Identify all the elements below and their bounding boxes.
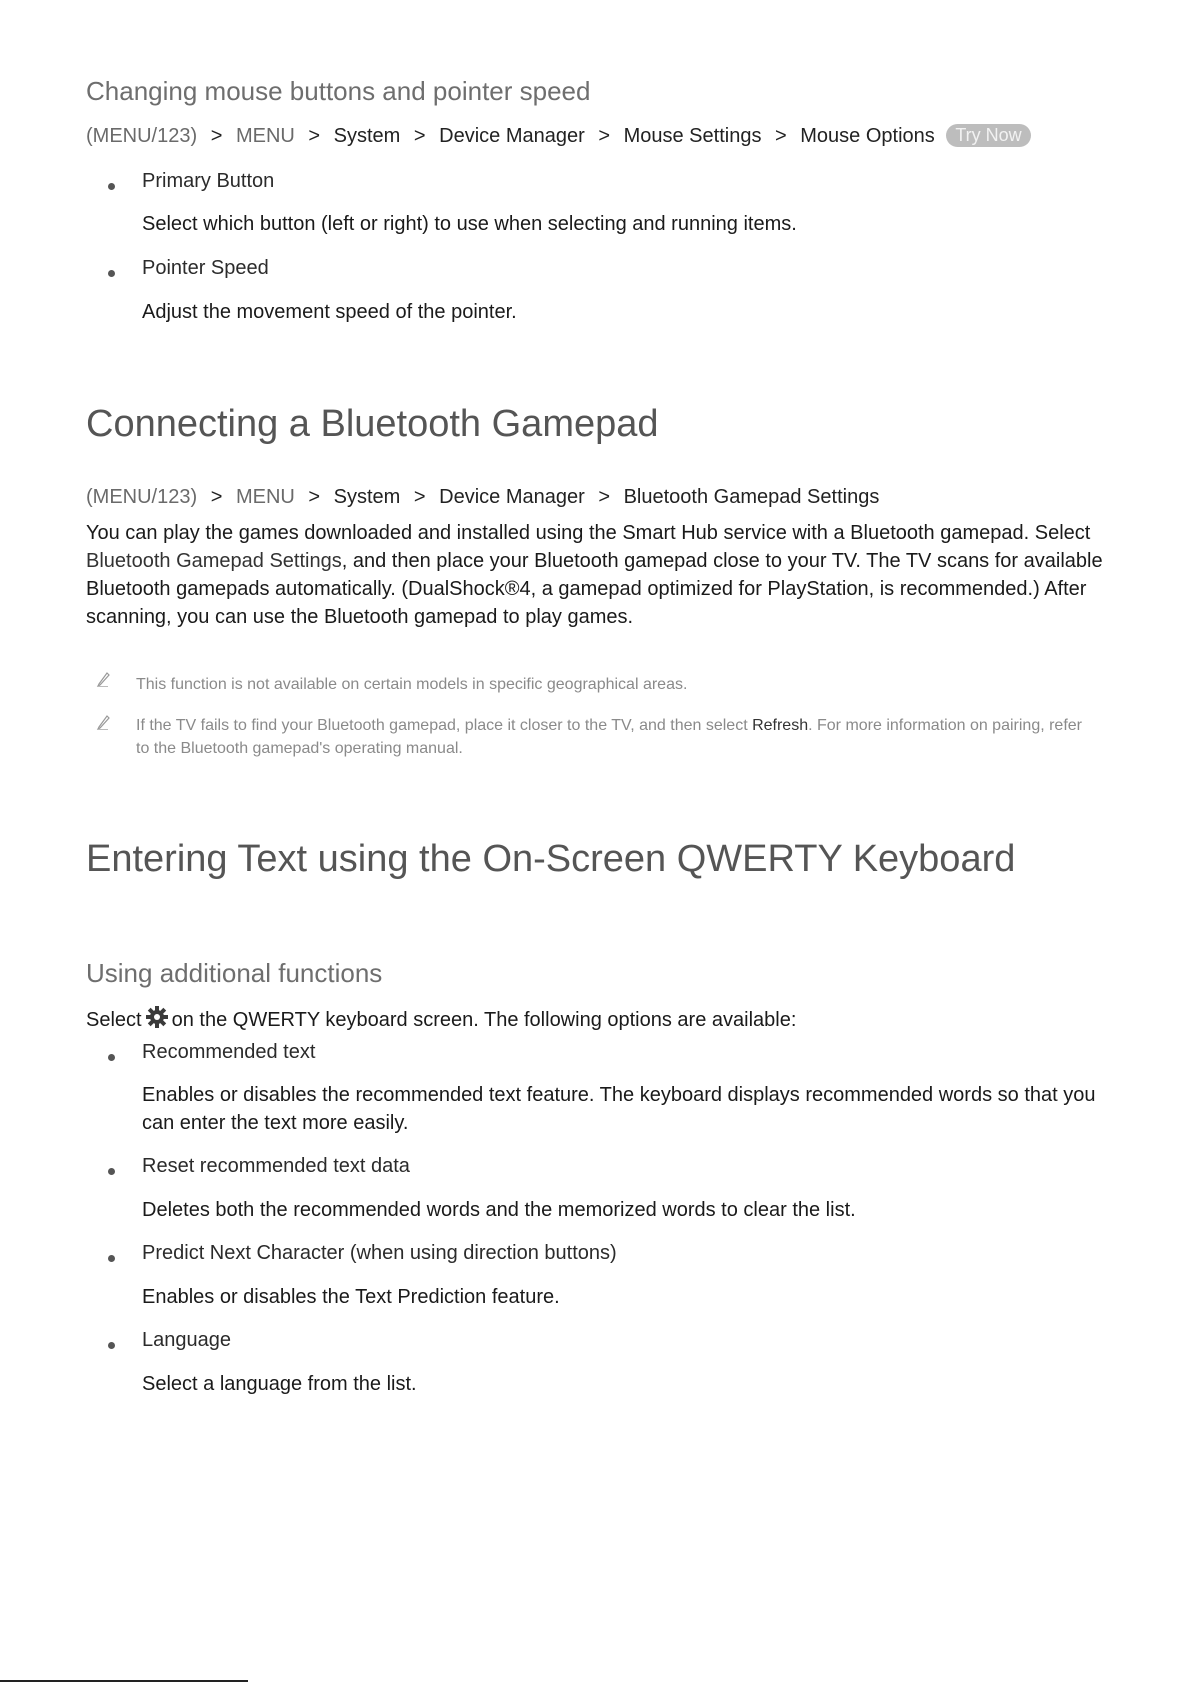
chevron-right-icon: > bbox=[413, 486, 426, 508]
bullet-icon bbox=[108, 1168, 115, 1175]
chevron-right-icon: > bbox=[210, 125, 223, 147]
note-text: If the TV fails to find your Bluetooth gamepad, place it closer to the TV, and then select bbox=[136, 717, 753, 734]
bullet-icon bbox=[108, 1342, 115, 1349]
option-title: Reset recommended text data bbox=[142, 1155, 410, 1177]
bullet-icon bbox=[108, 1255, 115, 1262]
note-refresh bbox=[136, 714, 1096, 760]
menu-path-gamepad bbox=[86, 486, 879, 509]
option-title: Pointer Speed bbox=[142, 257, 269, 279]
bullet-icon bbox=[108, 270, 115, 277]
option-desc: Select which button (left or right) to use when selecting and running items. bbox=[142, 213, 797, 235]
gamepad-description bbox=[86, 519, 1106, 631]
bullet-icon bbox=[108, 1054, 115, 1061]
intro-text: Select bbox=[86, 1009, 142, 1031]
chevron-right-icon: > bbox=[308, 486, 321, 508]
menu-path-mouse bbox=[86, 124, 1031, 148]
para-setting-name: Bluetooth Gamepad Settings bbox=[86, 550, 342, 572]
note-refresh-label: Refresh bbox=[752, 717, 809, 734]
path-system: System bbox=[333, 486, 401, 508]
path-mouse-settings: Mouse Settings bbox=[623, 125, 762, 147]
option-desc: Enables or disables the Text Prediction feature. bbox=[142, 1286, 560, 1308]
chevron-right-icon: > bbox=[598, 486, 611, 508]
note-availability: This function is not available on certain models in specific geographical areas. bbox=[136, 676, 688, 693]
subsection-heading-functions: Using additional functions bbox=[86, 958, 383, 988]
footer-rule bbox=[0, 1680, 248, 1682]
chevron-right-icon: > bbox=[598, 125, 611, 147]
bullet-icon bbox=[108, 183, 115, 190]
option-title: Predict Next Character (when using direction buttons) bbox=[142, 1242, 617, 1264]
chevron-right-icon: > bbox=[775, 125, 787, 147]
qwerty-intro bbox=[86, 1005, 1106, 1034]
path-device-manager: Device Manager bbox=[439, 486, 585, 508]
chevron-right-icon: > bbox=[210, 486, 223, 508]
chevron-right-icon: > bbox=[413, 125, 426, 147]
option-desc: Enables or disables the recommended text feature. The keyboard displays recommended words so that you can enter the text more easily. bbox=[142, 1084, 1096, 1134]
intro-text: on the QWERTY keyboard screen. The following options are available: bbox=[171, 1009, 797, 1031]
gear-icon bbox=[144, 1005, 170, 1029]
path-mouse-options: Mouse Options bbox=[800, 125, 935, 147]
section-heading-qwerty: Entering Text using the On-Screen QWERTY Keyboard bbox=[86, 838, 1016, 880]
para-text: , and then place your Bluetooth gamepad close to your TV. The TV scans for available Bluetooth gamepads automatically. (DualShock®4, a gamepad optimized for PlayStation, is recommended.) After scanning, you can use the Bluetooth gamepad to play games. bbox=[86, 550, 1103, 628]
section-heading-mouse: Changing mouse buttons and pointer speed bbox=[86, 76, 591, 106]
path-menu: MENU bbox=[235, 486, 295, 508]
option-desc: Adjust the movement speed of the pointer. bbox=[142, 301, 517, 323]
try-now-button[interactable]: Try Now bbox=[946, 124, 1030, 147]
option-title: Language bbox=[142, 1329, 231, 1351]
option-title: Primary Button bbox=[142, 170, 275, 192]
option-desc: Deletes both the recommended words and the memorized words to clear the list. bbox=[142, 1199, 856, 1221]
path-root: (MENU/123) bbox=[86, 486, 198, 508]
path-root: (MENU/123) bbox=[86, 125, 198, 147]
option-title: Recommended text bbox=[142, 1041, 316, 1063]
pencil-note-icon bbox=[96, 712, 112, 730]
section-heading-gamepad: Connecting a Bluetooth Gamepad bbox=[86, 403, 659, 445]
path-menu: MENU bbox=[235, 125, 295, 147]
path-bluetooth-gamepad-settings: Bluetooth Gamepad Settings bbox=[623, 486, 880, 508]
option-desc: Select a language from the list. bbox=[142, 1373, 417, 1395]
path-system: System bbox=[333, 125, 401, 147]
path-device-manager: Device Manager bbox=[439, 125, 585, 147]
para-text: You can play the games downloaded and installed using the Smart Hub service with a Bluetooth gamepad. Select bbox=[86, 522, 1091, 544]
chevron-right-icon: > bbox=[308, 125, 321, 147]
pencil-note-icon bbox=[96, 669, 112, 687]
note-text: . For more information on pairing, refer to the Bluetooth gamepad's operating manual. bbox=[136, 717, 1082, 757]
